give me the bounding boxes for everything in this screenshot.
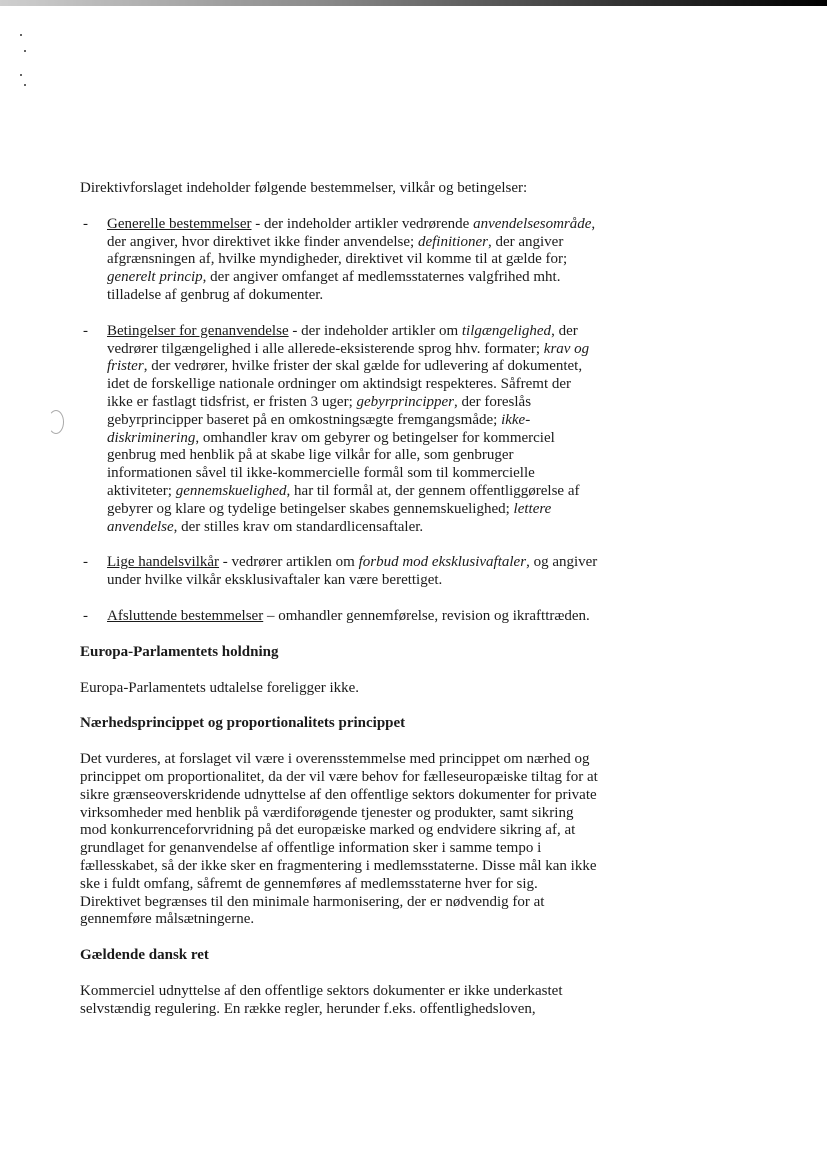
section-paragraph: Europa-Parlamentets udtalelse foreligger ikke. — [80, 679, 360, 696]
scan-speck — [24, 50, 26, 52]
item-term: generelt princip — [107, 269, 203, 286]
section-heading: Gældende dansk ret — [80, 947, 209, 964]
item-text: – omhandler gennemførelse, revision og ikrafttræden. — [263, 607, 590, 624]
item-text: - der indeholder artikler vedrørende — [251, 215, 474, 232]
section-paragraph: Kommerciel udnyttelse af den offentlige sektors dokumenter er ikke underkastet selvstændig regulering. En række regler, herunder f.eks. offentlighedsloven, — [80, 982, 563, 1017]
list-item-text — [107, 554, 600, 590]
section-paragraph: Det vurderes, at forslaget vil være i overensstemmelse med princippet om nærhed og princippet om proportionalitet, da der vil være behov for fælleseuropæiske tiltag for at sikre grænseoverskridende udnyttelse af den offentlige sektors dokumenter for private virksomheder med henblik på værdiforøgende tjenester og produkter, samt sikring mod konkurrenceforvridning på det europæiske marked og endvidere sikring af, at grundlaget for genanvendelse af offentlige information sker i samme tempo i fællesskabet, så der ikke sker en fragmentering i medlemsstaterne. Disse mål kan ikke ske i fuldt omfang, såfremt de gennemføres af medlemsstaterne hver for sig. Direktivet begrænses til den minimale harmonisering, der er nødvendig for at gennemføre målsætningerne. — [80, 751, 598, 928]
intro-paragraph: Direktivforslaget indeholder følgende bestemmelser, vilkår og betingelser: — [80, 180, 528, 196]
item-text: , der angiver, hvor direktivet ikke finder anvendelse; — [107, 215, 596, 250]
scan-edge-artifact — [0, 0, 827, 6]
list-dash: - — [83, 215, 88, 232]
item-term: gennemskuelighed — [175, 482, 287, 499]
item-text: , der stilles krav om standardlicensaftaler. — [173, 518, 424, 535]
item-text: , og angiver under hvilke vilkår eksklusivaftaler kan være berettiget. — [107, 554, 598, 589]
item-term: forbud mod eksklusivaftaler — [358, 554, 527, 571]
scan-speck — [20, 74, 22, 76]
document-page — [80, 180, 600, 1036]
list-dash: - — [83, 322, 88, 339]
scan-speck — [24, 84, 26, 86]
margin-mark — [48, 410, 64, 434]
item-term: gebyrprincipper — [356, 393, 454, 410]
section-heading: Europa-Parlamentets holdning — [80, 643, 279, 660]
item-text: , har til formål at, der gennem offentliggørelse af gebyrer og klare og tydelige betingelser skabes gennemskuelighed; — [107, 482, 580, 517]
item-term: definitioner — [417, 233, 488, 250]
item-heading: Lige handelsvilkår — [107, 554, 220, 571]
item-text: , der foreslås gebyrprincipper baseret på en omkostningsægte fremgangsmåde; — [107, 393, 532, 428]
item-text: - der indeholder artikler om — [288, 322, 462, 339]
item-term: tilgængelighed — [461, 322, 552, 339]
list-dash: - — [83, 554, 88, 571]
section-heading: Nærhedsprincippet og proportionalitets princippet — [80, 715, 406, 732]
list-item — [80, 323, 600, 537]
list-item-text — [107, 216, 600, 305]
item-text: - vedrører artiklen om — [219, 554, 359, 571]
item-text: , der vedrører, hvilke frister der skal gælde for udlevering af dokumentet, idet de forskellige nationale ordninger om aktindsigt respekteres. Såfremt der ikke er fastlagt tidsfrist, er fristen 3 uger; — [107, 358, 583, 410]
list-item — [80, 554, 600, 590]
item-heading: Afsluttende bestemmelser — [107, 607, 264, 624]
item-heading: Betingelser for genanvendelse — [107, 322, 289, 339]
scan-speck — [20, 34, 22, 36]
list-item-text — [107, 608, 600, 626]
list-item-text — [107, 323, 600, 537]
item-text: , omhandler krav om gebyrer og betingelser for kommerciel genbrug med henblik på at skabe lige vilkår for alle, som genbruger informationen såvel til ikke-kommercielle formål som til kommercielle aktiviteter; — [107, 429, 555, 499]
item-term: lettere anvendelse — [107, 500, 552, 535]
item-text: , der vedrører tilgængelighed i alle allerede-eksisterende sprog hhv. formater; — [107, 322, 578, 357]
item-term: krav og frister — [107, 340, 590, 375]
item-term: anvendelsesområde — [473, 215, 592, 232]
item-term: ikke-diskriminering — [107, 411, 531, 446]
list-item — [80, 216, 600, 305]
provisions-list — [80, 216, 600, 626]
list-dash: - — [83, 607, 88, 624]
list-item — [80, 608, 600, 626]
item-text: , der angiver afgrænsningen af, hvilke myndigheder, direktivet vil komme til at gælde for; — [107, 233, 568, 268]
item-text: , der angiver omfanget af medlemsstaternes valgfrihed mht. tilladelse af genbrug af dokumenter. — [107, 269, 561, 303]
sections — [80, 644, 600, 1019]
item-heading: Generelle bestemmelser — [107, 215, 252, 232]
